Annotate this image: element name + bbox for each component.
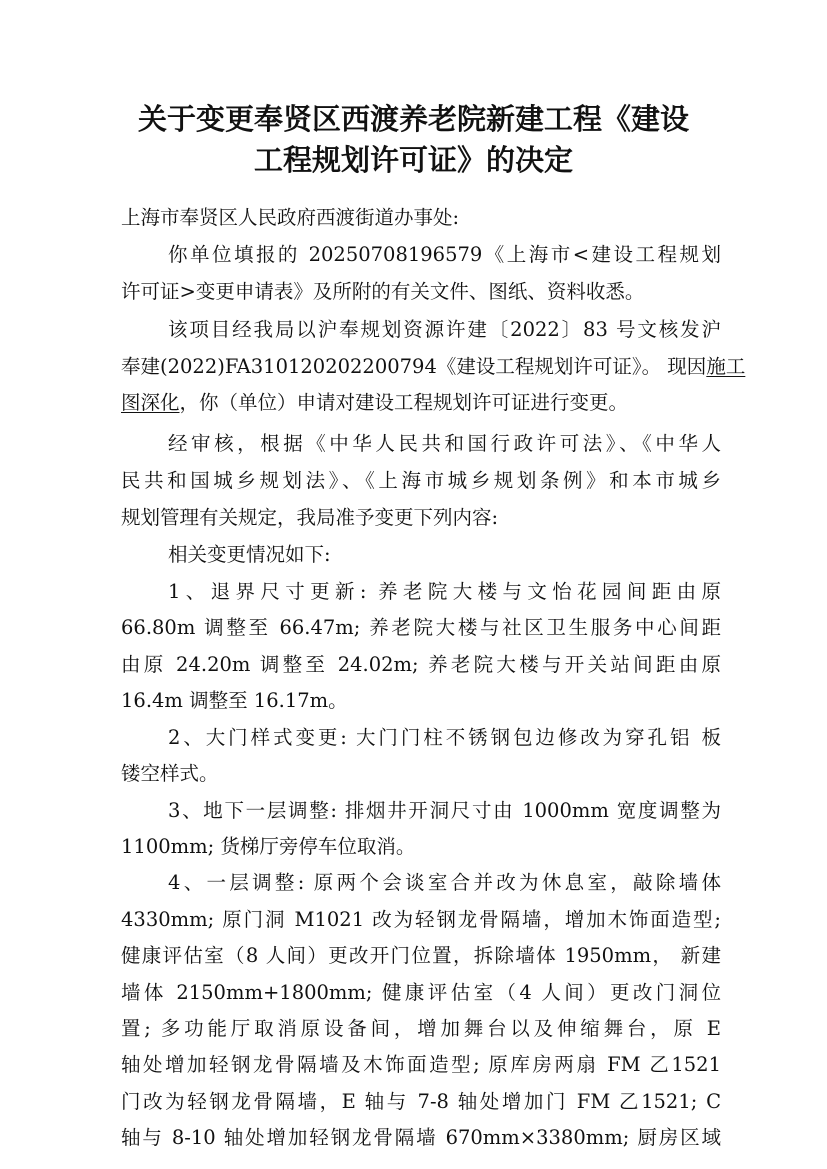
- paragraph-8-line-3: 健康评估室（8 人间）更改开门位置，拆除墙体 1950mm， 新建: [121, 944, 721, 967]
- paragraph-8-line-5: 置; 多功能厅取消原设备间，增加舞台以及伸缩舞台，原 E: [121, 1017, 721, 1040]
- underlined-text: 施工: [706, 355, 746, 378]
- paragraph-8-line-2: 4330mm; 原门洞 M1021 改为轻钢龙骨隔墙，增加木饰面造型;: [121, 908, 721, 931]
- paragraph-8-line-1: 4、一层调整: 原两个会谈室合并改为休息室，敲除墙体: [168, 871, 721, 894]
- paragraph-5-line-3: 由原 24.20m 调整至 24.02m; 养老院大楼与开关站间距由原: [121, 653, 721, 676]
- underlined-text: 图深化: [121, 391, 180, 414]
- document-title-line-2: 工程规划许可证》的决定: [253, 143, 573, 177]
- paragraph-6-line-1: 2、大门样式变更: 大门门柱不锈钢包边修改为穿孔铝 板: [168, 726, 721, 749]
- paragraph-2-line-1: 该项目经我局以沪奉规划资源许建〔2022〕83 号文核发沪: [168, 318, 721, 341]
- paragraph-2-line-3: [121, 389, 721, 417]
- paragraph-7-line-1: 3、地下一层调整: 排烟井开洞尺寸由 1000mm 宽度调整为: [168, 799, 721, 822]
- paragraph-5-line-2: 66.80m 调整至 66.47m; 养老院大楼与社区卫生服务中心间距: [121, 616, 721, 639]
- paragraph-5-line-4: 16.4m 调整至 16.17m。: [121, 689, 348, 712]
- addressee: 上海市奉贤区人民政府西渡街道办事处:: [121, 206, 460, 229]
- paragraph-5-line-1: 1、退界尺寸更新: 养老院大楼与文怡花园间距由原: [168, 580, 721, 603]
- paragraph-2-line-2-text: 奉建(2022)FA310120202200794《建设工程规划许可证》。 现因: [121, 355, 707, 378]
- paragraph-8-line-4: 墙体 2150mm+1800mm; 健康评估室（4 人间）更改门洞位: [121, 981, 721, 1004]
- paragraph-7-line-2: 1100mm; 货梯厅旁停车位取消。: [121, 835, 416, 858]
- paragraph-1-line-2: 许可证>变更申请表》及所附的有关文件、图纸、资料收悉。: [121, 280, 645, 303]
- paragraph-8-line-7: 门改为轻钢龙骨隔墙，E 轴与 7-8 轴处增加门 FM 乙1521; C: [121, 1090, 721, 1113]
- paragraph-3-line-2: 民共和国城乡规划法》、《上海市城乡规划条例》和本市城乡: [121, 469, 721, 492]
- paragraph-8-line-8: 轴与 8-10 轴处增加轻钢龙骨隔墙 670mm×3380mm; 厨房区域: [121, 1126, 721, 1149]
- paragraph-3-line-3: 规划管理有关规定，我局准予变更下列内容:: [121, 506, 499, 529]
- paragraph-2-line-2: [121, 353, 746, 381]
- document-title-line-1: 关于变更奉贤区西渡养老院新建工程《建设: [137, 102, 689, 136]
- paragraph-3-line-1: 经审核，根据《中华人民共和国行政许可法》、《中华人: [168, 432, 721, 455]
- paragraph-6-line-2: 镂空样式。: [121, 762, 219, 785]
- paragraph-2-line-3-text: ，你（单位）申请对建设工程规划许可证进行变更。: [179, 391, 629, 414]
- paragraph-8-line-6: 轴处增加轻钢龙骨隔墙及木饰面造型; 原库房两扇 FM 乙1521: [121, 1053, 721, 1076]
- paragraph-4-line-1: 相关变更情况如下:: [168, 543, 331, 566]
- paragraph-1-line-1: 你单位填报的 20250708196579《上海市<建设工程规划: [168, 243, 721, 266]
